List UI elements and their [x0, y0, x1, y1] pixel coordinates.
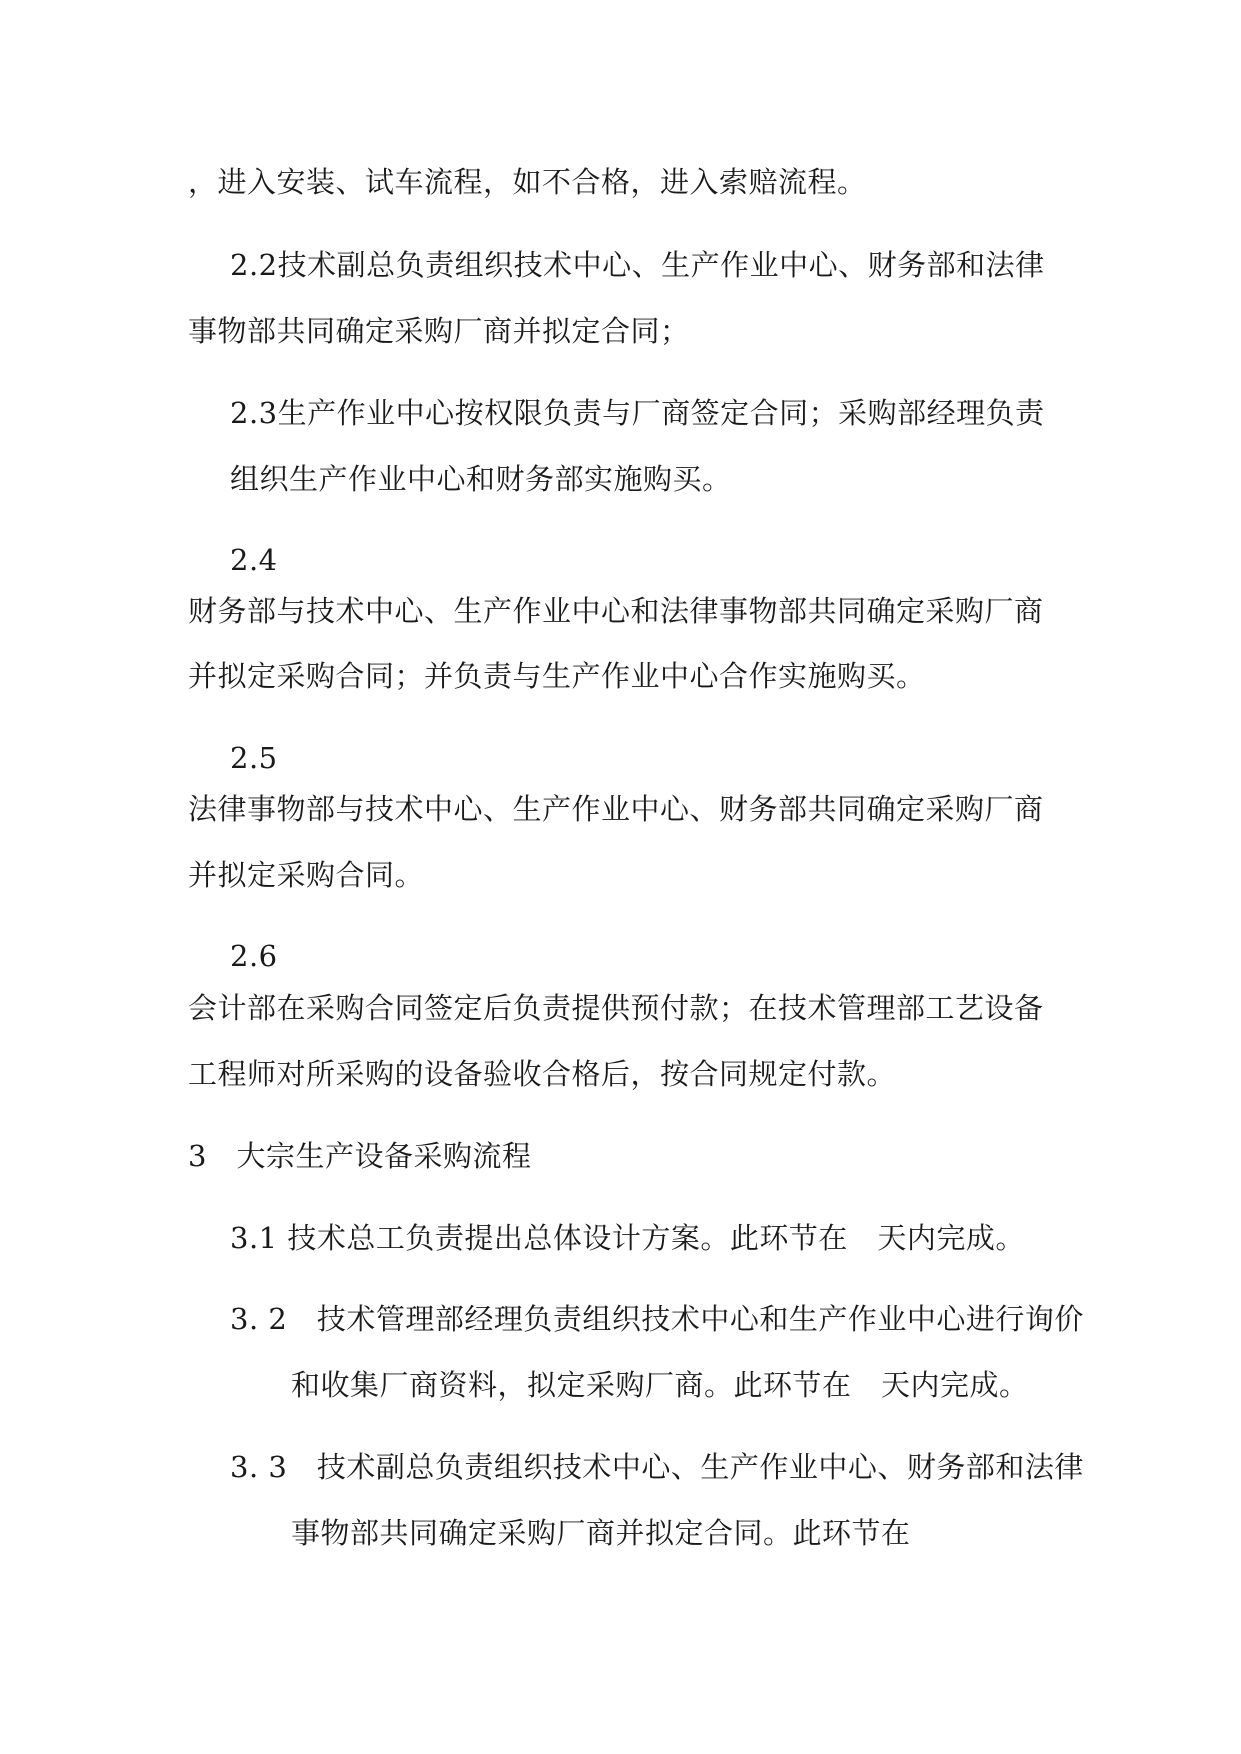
text-line-10: 法律事物部与技术中心、生产作业中心、财务部共同确定采购厂商 — [188, 792, 1044, 826]
text-line-17: 3. 2 技术管理部经理负责组织技术中心和生产作业中心进行询价 — [230, 1302, 1084, 1336]
text-line-18: 和收集厂商资料，拟定采购厂商。此环节在 天内完成。 — [291, 1368, 1029, 1402]
text-line-14: 工程师对所采购的设备验收合格后，按合同规定付款。 — [188, 1057, 897, 1091]
text-line-3: 事物部共同确定采购厂商并拟定合同； — [188, 314, 690, 348]
text-line-13: 会计部在采购合同签定后负责提供预付款；在技术管理部工艺设备 — [188, 991, 1044, 1025]
section-number-2-4: 2.4 — [230, 543, 278, 577]
text-line-8: 并拟定采购合同；并负责与生产作业中心合作实施购买。 — [188, 659, 926, 693]
text-line-4: 2.3生产作业中心按权限负责与厂商签定合同；采购部经理负责 — [230, 396, 1045, 430]
section-number-2-6: 2.6 — [230, 939, 278, 973]
section-heading-3: 3 大宗生产设备采购流程 — [188, 1139, 532, 1173]
text-line-1: ，进入安装、试车流程，如不合格，进入索赔流程。 — [188, 165, 867, 199]
text-line-5: 组织生产作业中心和财务部实施购买。 — [230, 462, 732, 496]
text-line-20: 事物部共同确定采购厂商并拟定合同。此环节在 — [291, 1516, 911, 1550]
text-line-11: 并拟定采购合同。 — [188, 858, 425, 892]
section-number-2-5: 2.5 — [230, 741, 278, 775]
text-line-7: 财务部与技术中心、生产作业中心和法律事物部共同确定采购厂商 — [188, 594, 1044, 628]
text-line-2: 2.2技术副总负责组织技术中心、生产作业中心、财务部和法律 — [230, 248, 1045, 282]
text-line-16: 3.1 技术总工负责提出总体设计方案。此环节在 天内完成。 — [230, 1221, 1025, 1255]
text-line-19: 3. 3 技术副总负责组织技术中心、生产作业中心、财务部和法律 — [230, 1450, 1084, 1484]
